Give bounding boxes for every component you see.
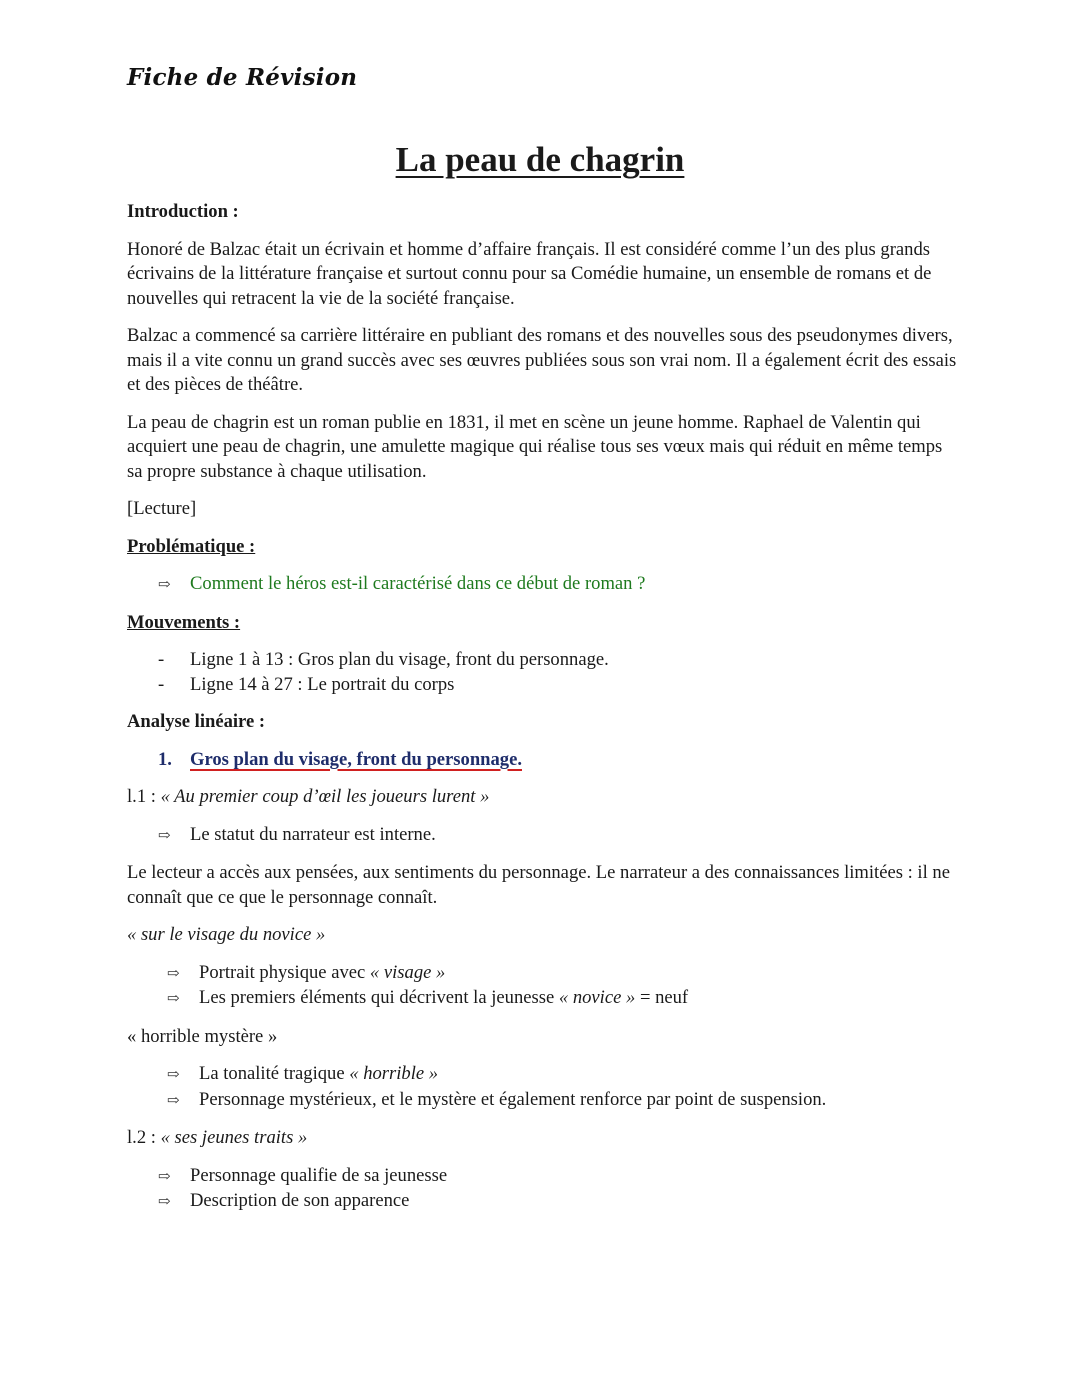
list-item (167, 1062, 957, 1088)
header-label: Fiche de Révision (127, 64, 358, 91)
right-arrow-icon: ⇨ (158, 1168, 171, 1185)
right-arrow-icon: ⇨ (158, 1194, 171, 1210)
part-number: 1. (158, 748, 172, 770)
right-arrow-icon: ⇨ (167, 1092, 180, 1109)
list-item (127, 673, 957, 698)
part-title: Gros plan du visage, front du personnage. (190, 748, 522, 770)
l2-point-2: Description de son apparence (190, 1190, 410, 1211)
l2-citation (127, 1126, 957, 1151)
l1-paragraph: Le lecteur a accès aux pensées, aux sentiments du personnage. Le narrateur a des connaissances limitées : il ne connaît que ce que le personnage connaît. (127, 862, 950, 908)
right-arrow-icon: ⇨ (167, 1067, 180, 1083)
l1-label: l.1 : (127, 786, 161, 807)
q3-point-2: Personnage mystérieux, et le mystère et également renforce par point de suspension. (199, 1088, 827, 1110)
problematique-heading: Problématique : (127, 535, 256, 557)
l1-quote: « Au premier coup d’œil les joueurs lurent » (160, 786, 490, 807)
analyse-heading: Analyse linéaire : (127, 711, 266, 732)
right-arrow-icon: ⇨ (167, 991, 180, 1007)
l2-quote: « ses jeunes traits » (160, 1127, 308, 1148)
q2-point-1-text: Portrait physique avec (199, 961, 370, 983)
problematique-question: Comment le héros est-il caractérisé dans ce début de roman ? (190, 573, 646, 594)
quote-3-points (127, 1062, 957, 1113)
q3-point-1-quote: « horrible » (349, 1063, 439, 1084)
mouvement-2: Ligne 14 à 27 : Le portrait du corps (190, 673, 455, 695)
l2-label: l.2 : (127, 1127, 161, 1148)
dash-bullet: - (158, 673, 165, 695)
right-arrow-icon: ⇨ (158, 577, 171, 593)
list-item (167, 1088, 957, 1114)
l1-point: Le statut du narrateur est interne. (190, 823, 436, 845)
right-arrow-icon: ⇨ (167, 965, 180, 982)
analyse-part-1 (127, 748, 957, 773)
list-item (167, 986, 957, 1012)
mouvements-heading: Mouvements : (127, 611, 241, 633)
quote-2-points (127, 961, 957, 1012)
mouvements-list (127, 648, 957, 697)
lecture-note: [Lecture] (127, 498, 197, 519)
document-body (127, 200, 957, 1228)
l1-point-row (127, 823, 957, 849)
l2-point-1: Personnage qualifie de sa jeunesse (190, 1164, 448, 1186)
list-item (127, 648, 957, 673)
page-title: La peau de chagrin (395, 140, 685, 179)
q2-point-2-suffix: = neuf (635, 987, 689, 1008)
right-arrow-icon: ⇨ (158, 827, 171, 844)
intro-paragraph-1: Honoré de Balzac était un écrivain et homme d’affaire français. Il est considéré comme l’un des plus grands écrivains de la littérature française et surtout connu pour sa Comédie humaine, un ensemble de romans et de nouvelles qui retracent la vie de la société française. (127, 238, 932, 309)
l1-citation (127, 785, 957, 810)
q2-point-2-text: Les premiers éléments qui décrivent la jeunesse (199, 987, 559, 1008)
intro-paragraph-3: La peau de chagrin est un roman publie en 1831, il met en scène un jeune homme. Raphael de Valentin qui acquiert une peau de chagrin, une amulette magique qui réalise tous ses vœux mais qui réduit en même temps sa propre substance à chaque utilisation. (127, 411, 943, 482)
list-item (167, 961, 957, 987)
list-item (158, 1189, 957, 1215)
quote-2: « sur le visage du novice » (127, 924, 326, 945)
mouvement-1: Ligne 1 à 13 : Gros plan du visage, front du personnage. (190, 649, 609, 670)
l2-points (127, 1164, 957, 1215)
q3-point-1-text: La tonalité tragique (199, 1063, 350, 1084)
q2-point-2-quote: « novice » (558, 987, 636, 1008)
problematique-question-row (127, 572, 957, 598)
q2-point-1-quote: « visage » (369, 961, 446, 983)
intro-paragraph-2: Balzac a commencé sa carrière littéraire en publiant des romans et des nouvelles sous des pseudonymes divers, mais il a vite connu un grand succès avec ses œuvres publiées sous son vrai nom. Il a également écrit des essais et des pièces de théâtre. (127, 325, 957, 395)
quote-3: « horrible mystère » (127, 1025, 278, 1047)
introduction-heading: Introduction : (127, 201, 239, 222)
dash-bullet: - (158, 649, 165, 670)
list-item (158, 1164, 957, 1190)
